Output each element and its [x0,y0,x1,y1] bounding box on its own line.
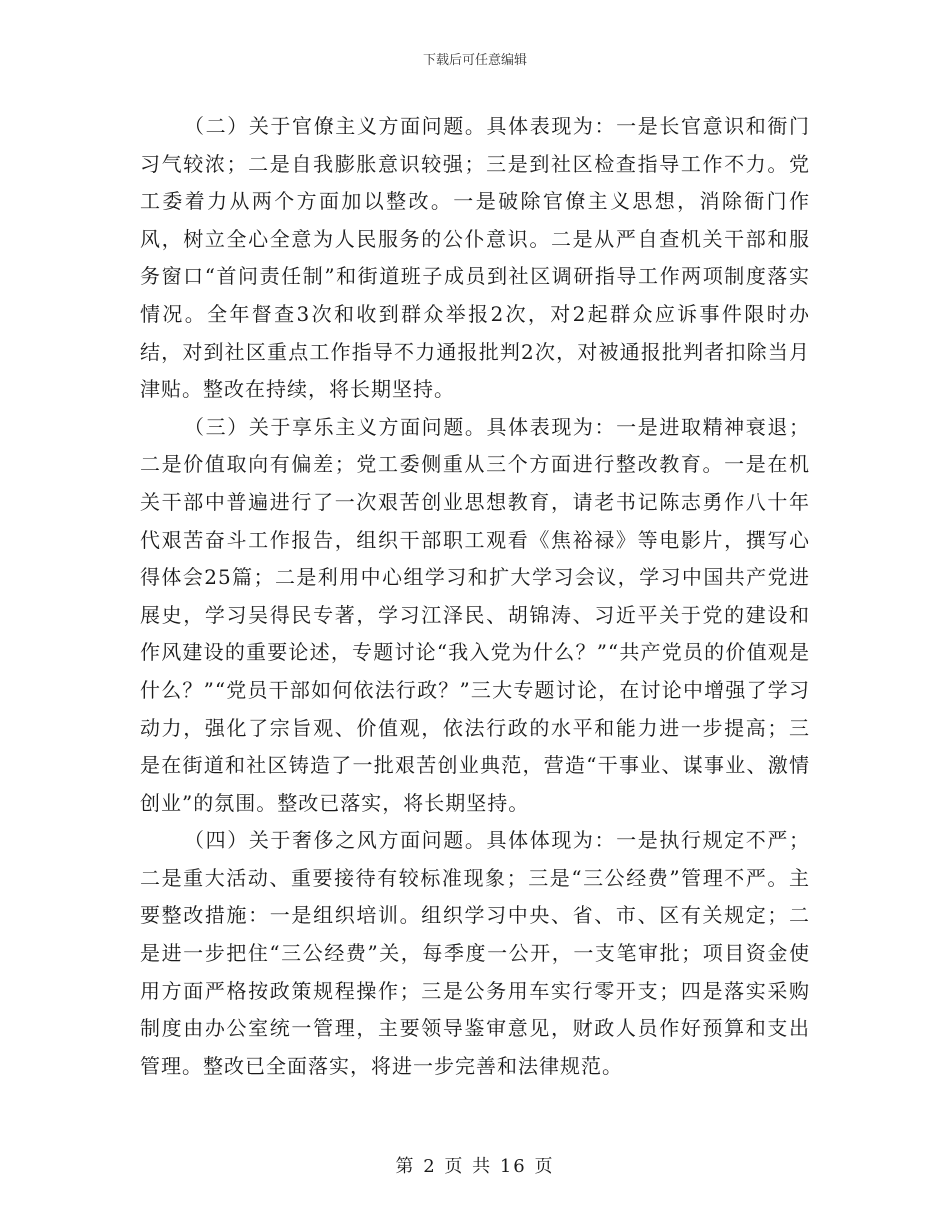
page-number: 第 2 页 共 16 页 [395,1156,555,1177]
paragraph-hedonism: （三）关于享乐主义方面问题。具体表现为：一是进取精神衰退；二是价值取向有偏差；党工委侧重从三个方面进行整改教育。一是在机关干部中普遍进行了一次艰苦创业思想教育，请老书记陈志勇作八十年代艰苦奋斗工作报告，组织干部职工观看《焦裕禄》等电影片，撰写心得体会25篇；二是利用中心组学习和扩大学习会议，学习中国共产党进展史，学习吴得民专著，学习江泽民、胡锦涛、习近平关于党的建设和作风建设的重要论述，专题讨论“我入党为什么？”“共产党员的价值观是什么？”“党员干部如何依法行政？”三大专题讨论，在讨论中增强了学习动力，强化了宗旨观、价值观，依法行政的水平和能力进一步提高；三是在街道和社区铸造了一批艰苦创业典范，营造“干事业、谋事业、激情创业”的氛围。整改已落实，将长期坚持。 [140,414,810,815]
paragraph-bureaucratism: （二）关于官僚主义方面问题。具体表现为：一是长官意识和衙门习气较浓；二是自我膨胀意识较强；三是到社区检查指导工作不力。党工委着力从两个方面加以整改。一是破除官僚主义思想，消除衙门作风，树立全心全意为人民服务的公仆意识。二是从严自查机关干部和服务窗口“首问责任制”和街道班子成员到社区调研指导工作两项制度落实情况。全年督查3次和收到群众举报2次，对2起群众应诉事件限时办结，对到社区重点工作指导不力通报批判2次，对被通报批判者扣除当月津贴。整改在持续，将长期坚持。 [140,114,810,402]
page-header: 下载后可任意编辑 [422,53,527,68]
document-body [140,108,810,1085]
paragraph-extravagance: （四）关于奢侈之风方面问题。具体体现为：一是执行规定不严；二是重大活动、重要接待有较标准现象；三是“三公经费”管理不严。主要整改措施：一是组织培训。组织学习中央、省、市、区有关规定；二是进一步把住“三公经费”关，每季度一公开，一支笔审批；项目资金使用方面严格按政策规程操作；三是公务用车实行零开支；四是落实采购制度由办公室统一管理，主要领导鉴审意见，财政人员作好预算和支出管理。整改已全面落实，将进一步完善和法律规范。 [140,828,810,1078]
